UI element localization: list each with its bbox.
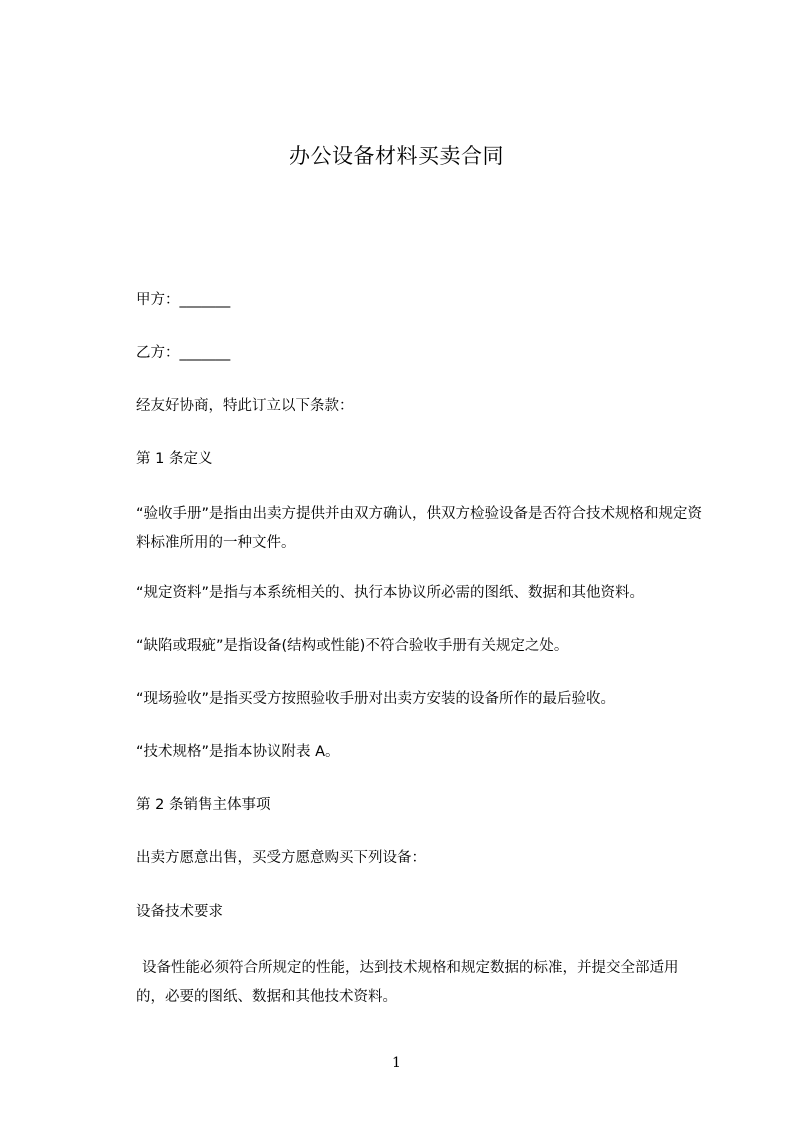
party-a-line: 甲方：_______ bbox=[136, 292, 231, 308]
equipment-requirements-heading: 设备技术要求 bbox=[136, 904, 223, 920]
page-number: 1 bbox=[392, 1055, 401, 1071]
article-1-heading: 第 1 条定义 bbox=[136, 451, 213, 467]
definition-defect: “缺陷或瑕疵”是指设备(结构或性能)不符合验收手册有关规定之处。 bbox=[136, 638, 569, 654]
definition-site-acceptance: “现场验收”是指买受方按照验收手册对出卖方安装的设备所作的最后验收。 bbox=[136, 691, 616, 707]
article-2-heading: 第 2 条销售主体事项 bbox=[136, 797, 271, 813]
definition-acceptance-manual-text: “验收手册”是指由出卖方提供并由双方确认，供双方检验设备是否符合技术规格和规定资料标准所用的一种文件。 bbox=[136, 506, 703, 551]
definition-acceptance-manual bbox=[136, 500, 706, 558]
equipment-requirements-paragraph: 设备性能必须符合所规定的性能，达到技术规格和规定数据的标准，并提交全部适用的，必要的图纸、数据和其他技术资料。 bbox=[136, 960, 679, 1005]
article-2-paragraph: 出卖方愿意出售，买受方愿意购买下列设备： bbox=[136, 850, 426, 866]
document-title: 办公设备材料买卖合同 bbox=[289, 144, 504, 168]
definition-technical-spec: “技术规格”是指本协议附表 A。 bbox=[136, 744, 340, 760]
definition-specified-data: “规定资料”是指与本系统相关的、执行本协议所必需的图纸、数据和其他资料。 bbox=[136, 585, 645, 601]
intro-paragraph: 经友好协商，特此订立以下条款： bbox=[136, 398, 354, 414]
party-b-line: 乙方：_______ bbox=[136, 345, 231, 361]
